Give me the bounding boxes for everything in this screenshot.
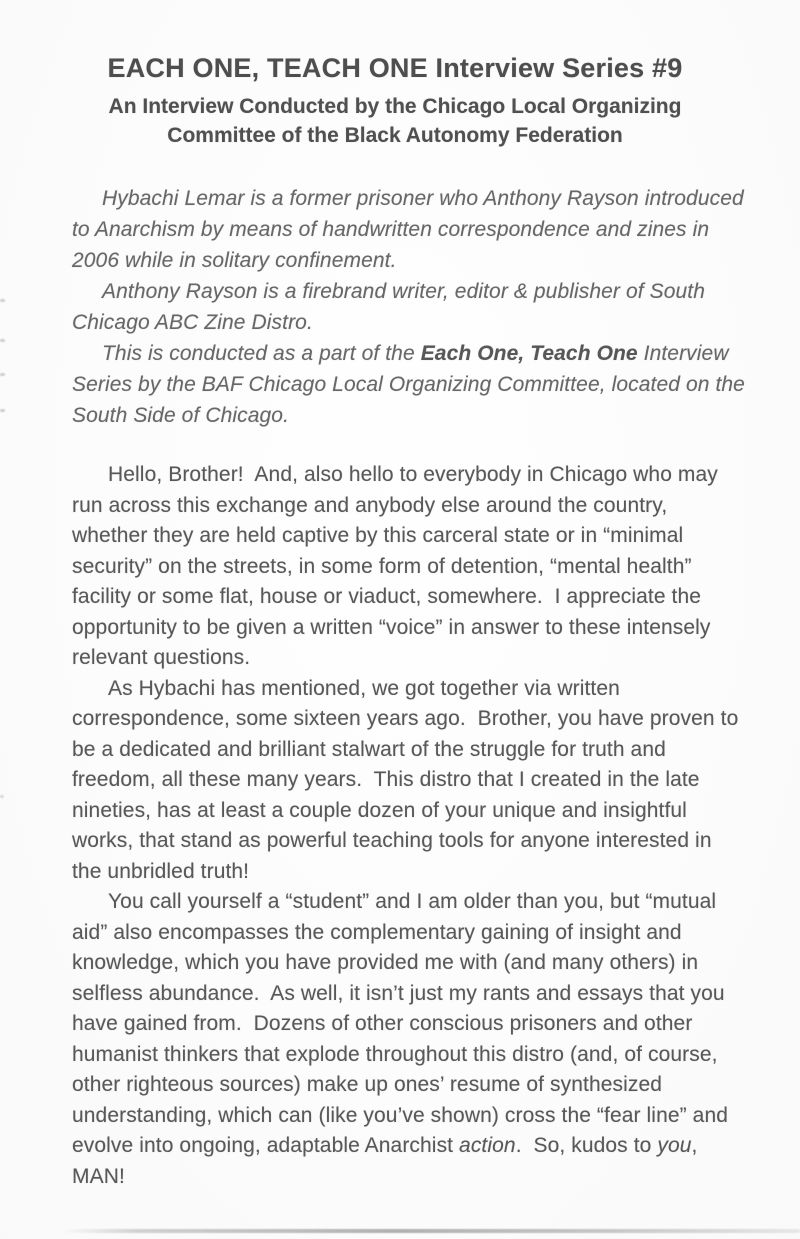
intro-paragraph-3-text-2: Interview Series by the BAF Chicago Local Organizing Committee, located on the South Side of Chicago. — [72, 342, 751, 427]
body-paragraph-3-text-3: , MAN! — [72, 1134, 704, 1188]
body-paragraph-3-text: You call yourself a “student” and I am older than you, but “mutual aid” also encompasses the complementary gaining of insight and knowledge, which you have provided me with (and many others) in selfless abundance. As well, it isn’t just my rants and essays that you have gained from. Dozens of other conscious prisoners and other humanist thinkers that explode throughout this distro (and, of course, other righteous sources) make up ones’ resume of synthesized understanding, which can (like you’ve shown) cross the “fear line” and evolve into ongoing, adaptable Anarchist — [72, 890, 734, 1157]
series-name-bold-phrase: Each One, Teach One — [420, 342, 638, 365]
body-paragraph-1: Hello, Brother! And, also hello to everybody in Chicago who may run across this exchange and anybody else around the country, whether they are held captive by this carceral state or in “minimal security” on the streets, in some form of detention, “mental health” facility or some flat, house or viaduct, somewhere. I appreciate the opportunity to be given a written “voice” in answer to these intensely relevant questions. — [72, 463, 724, 669]
scan-edge-artifact — [64, 1229, 800, 1233]
emphasized-word-action: action — [459, 1134, 516, 1157]
page-subtitle: An Interview Conducted by the Chicago Local Organizing Committee of the Black Autonomy Federation — [108, 95, 682, 147]
page-title: EACH ONE, TEACH ONE Interview Series #9 — [107, 53, 683, 83]
intro-paragraph-2: Anthony Rayson is a firebrand writer, editor & publisher of South Chicago ABC Zine Distro. — [72, 280, 711, 334]
interview-answer-section — [72, 460, 746, 1192]
scan-speck-artifact — [0, 795, 4, 798]
scan-speck-artifact — [0, 339, 5, 342]
scan-speck-artifact — [0, 299, 5, 302]
document-header — [72, 52, 718, 150]
body-paragraph-2: As Hybachi has mentioned, we got together via written correspondence, some sixteen years ago. Brother, you have proven to be a dedicated and brilliant stalwart of the struggle for truth and freedom, all these many years. This distro that I created in the late nineties, has at least a couple dozen of your unique and insightful works, that stand as powerful teaching tools for anyone interested in the unbridled truth! — [72, 676, 745, 883]
intro-paragraph-3 — [72, 338, 751, 431]
intro-paragraph-1: Hybachi Lemar is a former prisoner who Anthony Rayson introduced to Anarchism by means of handwritten correspondence and zines in 2006 while in solitary confinement. — [72, 187, 750, 272]
body-paragraph-3 — [72, 887, 746, 1192]
scan-speck-artifact — [0, 409, 5, 412]
intro-section — [72, 183, 751, 431]
intro-paragraph-3-text: This is conducted as a part of the — [102, 342, 421, 365]
scan-speck-artifact — [0, 373, 5, 376]
body-paragraph-3-text-2: . So, kudos to — [515, 1134, 658, 1157]
emphasized-word-you: you — [657, 1134, 692, 1157]
